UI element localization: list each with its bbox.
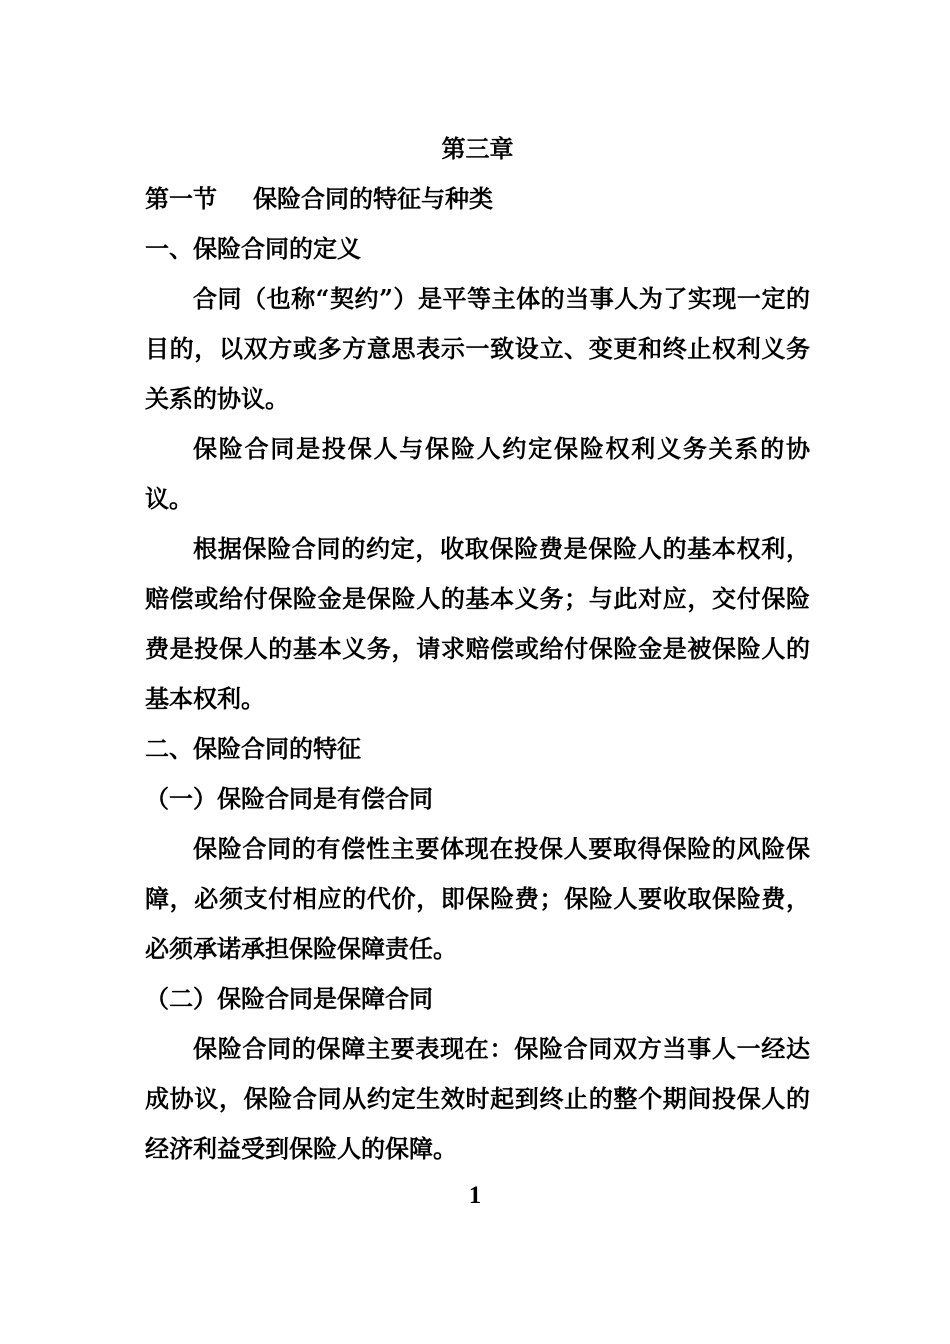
subheading-protection-contract: （二）保险合同是保障合同 bbox=[145, 984, 433, 1013]
section-heading bbox=[145, 174, 810, 224]
paragraph-onerous: 保险合同的有偿性主要体现在投保人要取得保险的风险保障，必须支付相应的代价，即保险费；保险人要收取保险费，必须承诺承担保险保障责任。 bbox=[145, 834, 810, 963]
section-label: 第一节 bbox=[145, 184, 217, 213]
document-body bbox=[145, 124, 810, 1174]
paragraph-protection: 保险合同的保障主要表现在：保险合同双方当事人一经达成协议，保险合同从约定生效时起到终止的整个期间投保人的经济利益受到保险人的保障。 bbox=[145, 1034, 810, 1163]
section-title: 保险合同的特征与种类 bbox=[253, 184, 493, 213]
paragraph-contract-definition: 合同（也称“契约”）是平等主体的当事人为了实现一定的目的，以双方或多方意思表示一致设立、变更和终止权利义务关系的协议。 bbox=[145, 284, 810, 413]
paragraph-insurance-contract: 保险合同是投保人与保险人约定保险权利义务关系的协议。 bbox=[145, 434, 810, 513]
heading-definition: 一、保险合同的定义 bbox=[145, 234, 361, 263]
page-number: 1 bbox=[468, 1182, 482, 1209]
subheading-onerous-contract: （一）保险合同是有偿合同 bbox=[145, 784, 433, 813]
paragraph-rights-obligations: 根据保险合同的约定，收取保险费是保险人的基本权利，赔偿或给付保险金是保险人的基本义务；与此对应，交付保险费是投保人的基本义务，请求赔偿或给付保险金是被保险人的基本权利。 bbox=[145, 534, 810, 713]
heading-characteristics: 二、保险合同的特征 bbox=[145, 734, 361, 763]
chapter-title: 第三章 bbox=[441, 134, 514, 163]
